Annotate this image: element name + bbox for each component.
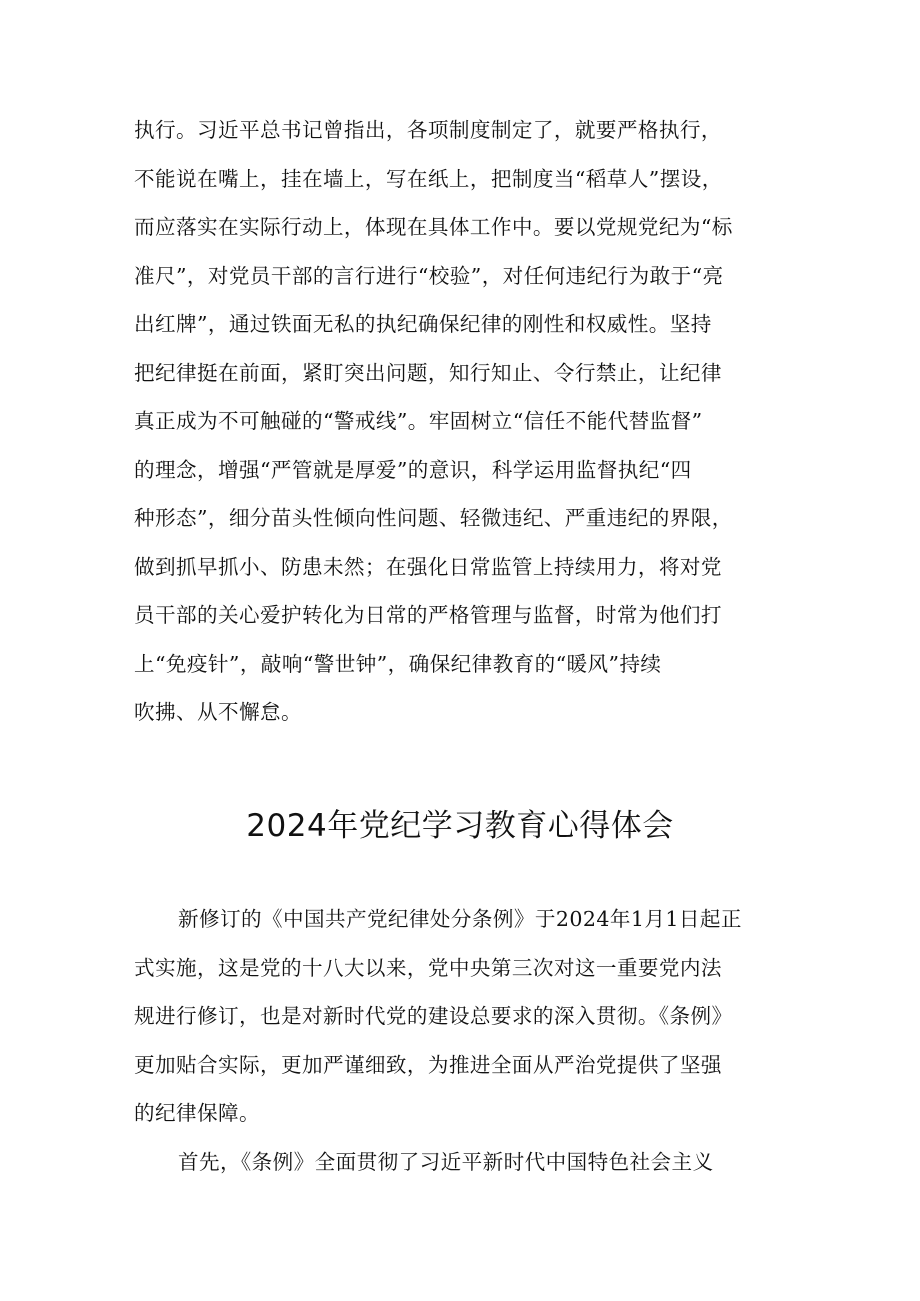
- text-line: 的纪律保障。: [134, 1101, 260, 1125]
- text-line: 规进行修订，也是对新时代党的建设总要求的深入贯彻。《条例》: [134, 1004, 733, 1028]
- text-line: 把纪律挺在前面，紧盯突出问题，知行知止、令行禁止，让纪律: [134, 360, 722, 385]
- text-line: 出红牌”，通过铁面无私的执纪确保纪律的刚性和权威性。坚持: [134, 312, 712, 336]
- text-line: 真正成为不可触碰的“警戒线”。牢固树立“信任不能代替监督”: [134, 409, 703, 433]
- article-title: 2024年党纪学习教育心得体会: [246, 808, 674, 844]
- text-line: 种形态”，细分苗头性倾向性问题、轻微违纪、严重违纪的界限，: [134, 506, 733, 530]
- text-line: 首先，《条例》全面贯彻了习近平新时代中国特色社会主义: [178, 1149, 714, 1174]
- text-line: 式实施，这是党的十八大以来，党中央第三次对这一重要党内法: [134, 955, 722, 980]
- continued-paragraph: [134, 106, 794, 737]
- text-line: 员干部的关心爱护转化为日常的严格管理与监督，时常为他们打: [134, 603, 722, 627]
- text-line: 新修订的《中国共产党纪律处分条例》于2024年1月1日起正: [178, 907, 742, 931]
- text-line: 吹拂、从不懈怠。: [134, 700, 302, 724]
- text-line: 执行。习近平总书记曾指出，各项制度制定了，就要严格执行，: [134, 118, 722, 142]
- text-line: 上“免疫针”，敲响“警世钟”，确保纪律教育的“暖风”持续: [134, 651, 662, 676]
- text-line: 的理念，增强“严管就是厚爱”的意识，科学运用监督执纪“四: [134, 457, 692, 482]
- text-line: 做到抓早抓小、防患未然；在强化日常监管上持续用力，将对党: [134, 554, 722, 579]
- text-line: 而应落实在实际行动上，体现在具体工作中。要以党规党纪为“标: [134, 215, 733, 239]
- text-line: 更加贴合实际，更加严谨细致，为推进全面从严治党提供了坚强: [134, 1052, 722, 1077]
- article-body: [134, 895, 794, 1186]
- text-line: 准尺”，对党员干部的言行进行“校验”，对任何违纪行为敢于“亮: [134, 263, 724, 288]
- text-line: 不能说在嘴上，挂在墙上，写在纸上，把制度当“稻草人”摆设，: [134, 166, 723, 191]
